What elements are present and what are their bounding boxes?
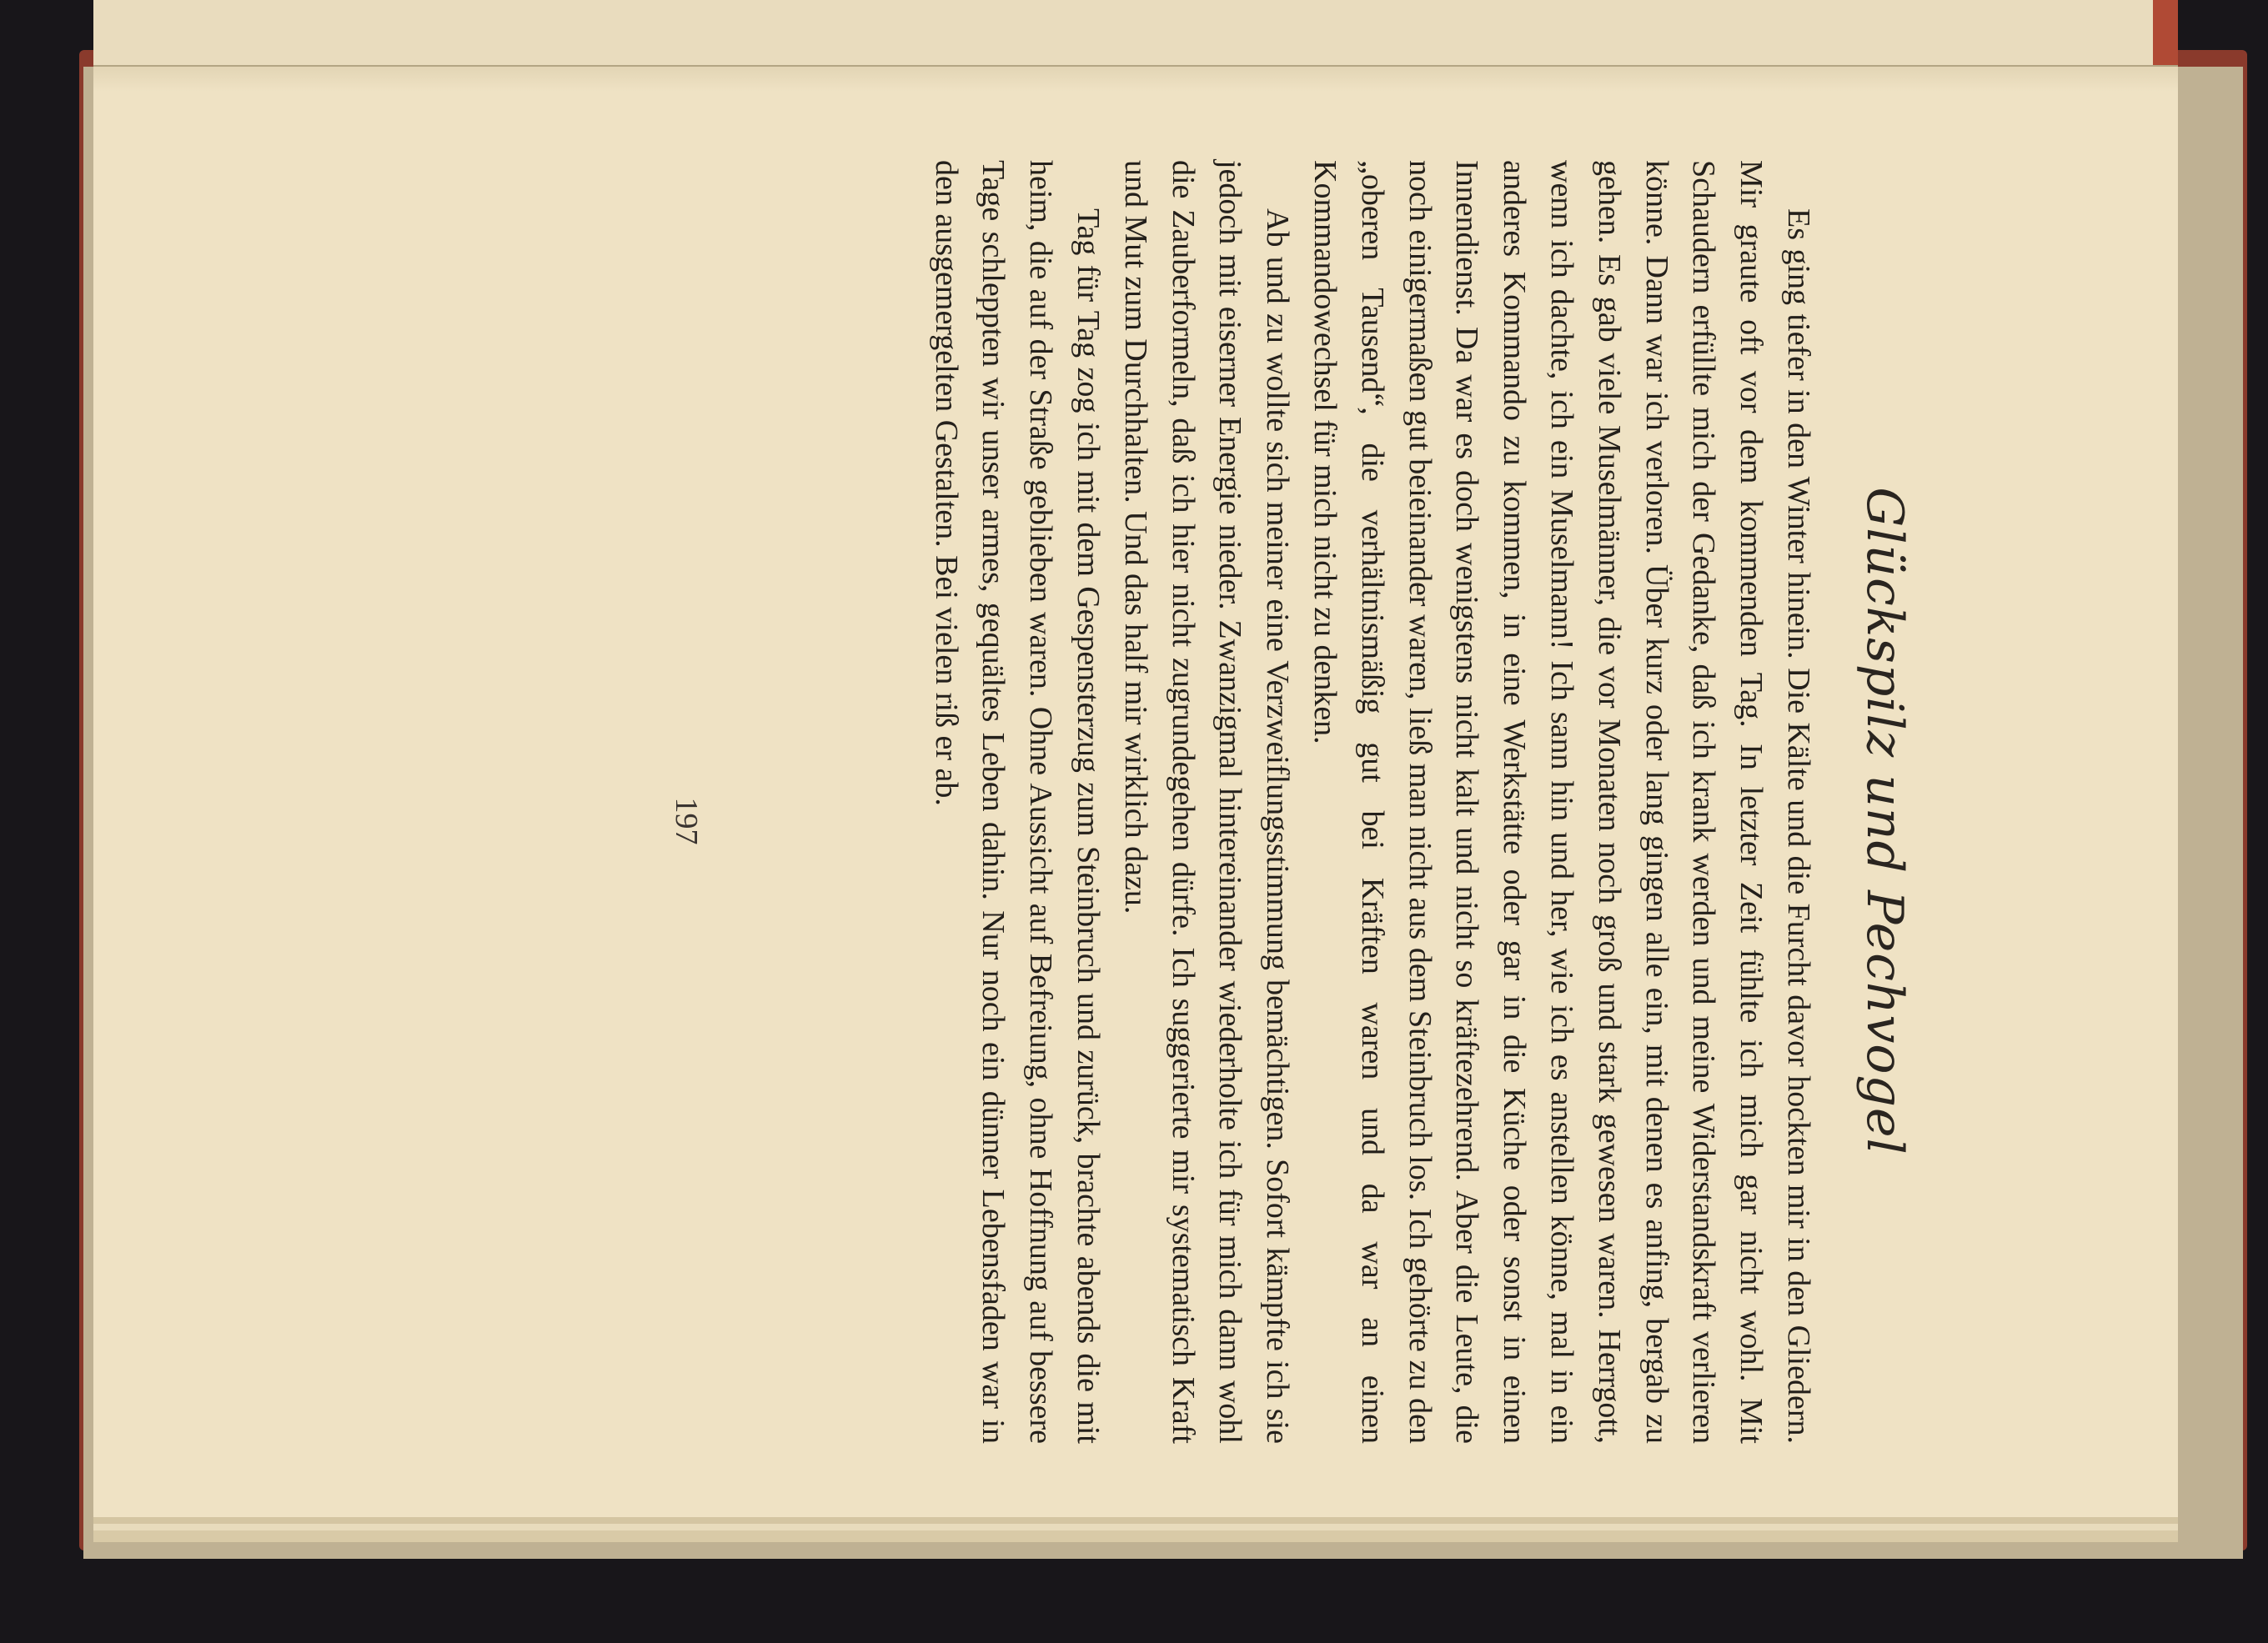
paragraph: Tag für Tag zog ich mit dem Gespensterzug zum Steinbruch und zurück, brachte abends die mit heim, die auf der Straße geblieben waren. Ohne Aussicht auf Befreiung, ohne Hoffnung auf bessere Tage schleppten wir unser armes, gequältes Leben dahin. Nur noch ein dünner Lebensfaden war in den ausgemergelten Gestalten. Bei vielen riß er ab.	[928, 160, 1106, 1444]
paragraph: Es ging tiefer in den Winter hinein. Die Kälte und die Furcht davor hockten mir in den Gliedern. Mir graute oft vor dem kommenden Tag. In letzter Zeit fühlte ich mich gar nicht wohl. Mit Schaudern erfüllte mich der Gedanke, daß ich krank werden und meine Widerstandskraft verlieren könne. Dann war ich verloren. Über kurz oder lang gingen alle ein, mit denen es anfing, bergab zu gehen. Es gab viele Muselmänner, die vor Monaten noch groß und stark gewesen waren. Herrgott, wenn ich dachte, ich ein Muselmann! Ich sann hin und her, wie ich es anstellen könne, mal in ein anderes Kommando zu kommen, in eine Werkstätte oder gar in die Küche oder sonst in einen Innendienst. Da war es doch wenigstens nicht kalt und nicht so kräftezehrend. Aber die Leute, die noch einigermaßen gut beieinander waren, ließ man nicht aus dem Steinbruch los. Ich gehörte zu den „oberen Tausend“, die verhältnismäßig gut bei Kräften waren und da war an einen Kommandowechsel für mich nicht zu denken.	[1307, 160, 1816, 1444]
rotated-page-content	[321, 92, 1947, 1550]
body-text	[922, 160, 1822, 1444]
running-head: Glückspilz und Pechvogel	[1855, 487, 1914, 1155]
page-number: 197	[669, 797, 704, 845]
paragraph: Ab und zu wollte sich meiner eine Verzweiflungsstimmung bemächtigen. Sofort kämpfte ich sie jedoch mit eiserner Energie nieder. Zwanzigmal hintereinander wiederholte ich für mich dann wohl die Zauberformeln, daß ich hier nicht zugrundegehen dürfe. Ich suggerierte mir systematisch Kraft und Mut zum Durchhalten. Und das half mir wirklich dazu.	[1117, 160, 1296, 1444]
facing-cover-edge	[2153, 0, 2178, 65]
facing-page-edge	[93, 0, 2178, 67]
